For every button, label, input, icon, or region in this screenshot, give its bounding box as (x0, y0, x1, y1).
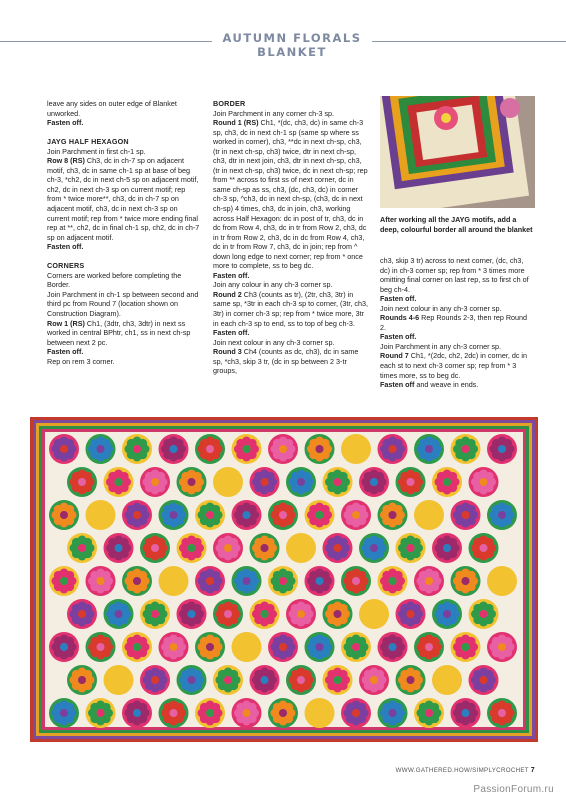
flower-motif (487, 698, 517, 728)
flower-motif (159, 632, 189, 662)
flower-motif (49, 500, 79, 530)
flower-motif (104, 467, 134, 497)
header-rule-left (0, 41, 212, 42)
flower-motif (177, 467, 207, 497)
flower-motif (396, 533, 426, 563)
round-2-text: Ch3 (counts as tr), (2tr, ch3, 3tr) in same sp, *3tr in each ch-3 sp to corner, (3tr, ch3, 3tr) in corner ch-3 sp; rep from * twice more, 3tr in each ch-3 sp to end, ss to top of beg ch-3. (213, 289, 369, 328)
flower-motif (86, 566, 116, 596)
rounds-4-6-text: Rep Rounds 2-3, then rep Round 2. (380, 313, 528, 332)
row-1-instruction (47, 319, 201, 348)
flower-motif (104, 533, 134, 563)
col3-fasten-off-1: Fasten off. (380, 294, 417, 304)
heading-corners: CORNERS (47, 261, 85, 271)
flower-motif (49, 434, 79, 464)
flower-motif (67, 665, 97, 695)
flower-motif (432, 665, 462, 695)
final-fasten-off-text: and weave in ends. (414, 380, 479, 390)
flower-motif (195, 434, 225, 464)
flower-motif (469, 533, 499, 563)
flower-motif (341, 566, 371, 596)
watermark: PassionForum.ru (473, 784, 554, 795)
flower-motif (177, 599, 207, 629)
flower-motif (451, 500, 481, 530)
flower-motif (140, 467, 170, 497)
flower-motif (49, 566, 79, 596)
col3-join: Join next colour in any ch-3 corner sp. (380, 303, 502, 313)
fasten-off-1: Fasten off. (47, 118, 84, 128)
flower-motif (487, 566, 517, 596)
border-detail-photo (380, 96, 535, 208)
flower-motif (122, 500, 152, 530)
flower-motif (414, 566, 444, 596)
flower-motif (232, 698, 262, 728)
border-fasten-off-1: Fasten off. (213, 270, 250, 280)
blanket-illustration (30, 417, 538, 742)
flower-motif (159, 698, 189, 728)
flower-motif (359, 533, 389, 563)
flower-motif (323, 467, 353, 497)
flower-motif (213, 467, 243, 497)
border-join-2: Join any colour in any ch-3 corner sp. (213, 280, 333, 290)
join-instruction: Join Parchment in first ch-1 sp. (47, 146, 146, 156)
flower-motif (323, 533, 353, 563)
row-1-text: Ch1, (3dtr, ch3, 3dtr) in next ss worked in central BPhtr, ch1, ss in next ch-sp between next 2 pc. (47, 318, 191, 347)
row-8-instruction (47, 156, 201, 242)
flower-motif (396, 467, 426, 497)
flower-motif (140, 665, 170, 695)
photo-caption: After working all the JAYG motifs, add a deep, colourful border all around the blanket (380, 215, 533, 234)
flower-motif (378, 434, 408, 464)
fasten-off-3: Fasten off. (47, 347, 84, 357)
rounds-4-6-instruction (380, 313, 534, 332)
flower-motif (341, 500, 371, 530)
flower-motif (432, 599, 462, 629)
round-1-label: Round 1 (RS) (213, 118, 259, 128)
round-7-label: Round 7 (380, 351, 409, 361)
flower-motif (305, 434, 335, 464)
round-7-instruction (380, 351, 534, 380)
column-1 (47, 99, 201, 366)
flower-motif (232, 434, 262, 464)
column-3 (380, 256, 534, 390)
flower-motif (414, 434, 444, 464)
fasten-off-2: Fasten off. (47, 242, 84, 252)
flower-motif (232, 632, 262, 662)
flower-motif (159, 500, 189, 530)
corners-join: Join Parchment in ch-1 sp between second and third pc from Round 7 (location shown on Construction Diagram). (47, 289, 199, 319)
repeat-corners: Rep on rem 3 corner. (47, 356, 115, 366)
flower-motif (451, 632, 481, 662)
footer-url: WWW.GATHERED.HOW/SIMPLYCROCHET (395, 767, 529, 774)
flower-motif (67, 467, 97, 497)
col3-join-2: Join Parchment in any ch-3 corner sp. (380, 341, 502, 351)
round-3-instruction (213, 347, 369, 376)
header-rule-right (372, 41, 566, 42)
border-join: Join Parchment in any corner ch-3 sp. (213, 108, 335, 118)
round-2-label: Round 2 (213, 289, 242, 299)
flower-motif (286, 533, 316, 563)
flower-motif (341, 434, 371, 464)
flower-motif (414, 698, 444, 728)
flower-motif (414, 632, 444, 662)
flower-motif (341, 698, 371, 728)
flower-motif (232, 566, 262, 596)
flower-motif (323, 599, 353, 629)
flower-motif (469, 599, 499, 629)
blanket-photo (30, 417, 538, 742)
flower-motif (305, 500, 335, 530)
flower-motif (140, 599, 170, 629)
flower-motif (159, 566, 189, 596)
flower-motif (177, 533, 207, 563)
flower-motif (341, 632, 371, 662)
flower-motif (195, 500, 225, 530)
flower-motif (213, 599, 243, 629)
flower-motif (195, 632, 225, 662)
flower-motif (305, 698, 335, 728)
flower-motif (122, 698, 152, 728)
flower-motif (104, 599, 134, 629)
flower-motif (359, 599, 389, 629)
flower-motif (195, 698, 225, 728)
flower-motif (104, 665, 134, 695)
round-2-instruction (213, 290, 369, 328)
flower-motif (432, 533, 462, 563)
flower-motif (359, 665, 389, 695)
row-8-label: Row 8 (RS) (47, 156, 85, 166)
corners-intro: Corners are worked before completing the Border. (47, 270, 182, 290)
flower-motif (67, 599, 97, 629)
flower-motif (378, 698, 408, 728)
flower-motif (487, 500, 517, 530)
flower-motif (250, 665, 280, 695)
flower-motif (414, 500, 444, 530)
round-3-label: Round 3 (213, 347, 242, 357)
flower-motif (451, 566, 481, 596)
final-fasten-off (380, 380, 534, 390)
round-7-text: Ch1, *(2dc, ch2, 2dc) in corner, dc in each st to next ch-3 corner sp; rep from * 3 times more, ss to beg dc. (380, 351, 528, 380)
flower-motif (469, 467, 499, 497)
flower-motif (86, 698, 116, 728)
col3-fasten-off-2: Fasten off. (380, 332, 417, 342)
flower-motif (286, 665, 316, 695)
flower-motif (359, 467, 389, 497)
flower-motif (250, 599, 280, 629)
flower-motif (286, 467, 316, 497)
flower-motif (177, 665, 207, 695)
round-1-instruction (213, 118, 369, 271)
flower-motif (268, 434, 298, 464)
flower-motif (487, 434, 517, 464)
flower-motif (268, 632, 298, 662)
intro-text: leave any sides on outer edge of Blanket unworked. (47, 99, 177, 118)
flower-motif (451, 698, 481, 728)
flower-motif (378, 632, 408, 662)
flower-motif (268, 698, 298, 728)
flower-motif (122, 434, 152, 464)
row-8-text: Ch3, dc in ch-7 sp on adjacent motif, ch3, dc in same ch-1 sp at base of beg ch-3, *ch2, dc in next ch-5 sp on adjacent motif, ch2, dc in next ch-3 sp on current motif; rep from * twice more**, ch3, dc in ch-7 sp on adjacent motif, ch3, dc in next ch-3 sp on current motif; rep from * twice more ending final rep at **, ch2, dc in final ch-1 sp, ch2, dc in ch-7 sp on adjacent motif. (47, 156, 200, 242)
flower-motif (232, 500, 262, 530)
page-header-title: AUTUMN FLORALS BLANKET (222, 31, 362, 59)
flower-motif (268, 566, 298, 596)
flower-motif (323, 665, 353, 695)
border-detail-illustration (380, 96, 535, 208)
final-fasten-off-label: Fasten off (380, 380, 415, 390)
flower-motif (86, 500, 116, 530)
page-footer (396, 767, 535, 774)
flower-motif (195, 566, 225, 596)
flower-motif (378, 500, 408, 530)
heading-jayg-half-hexagon: JAYG HALF HEXAGON (47, 137, 129, 147)
page-number: 7 (530, 767, 535, 774)
flower-motif (213, 665, 243, 695)
flower-motif (250, 467, 280, 497)
column-2 (213, 99, 369, 376)
flower-motif (213, 533, 243, 563)
border-join-3: Join next colour in any ch-3 corner sp. (213, 337, 335, 347)
flower-motif (396, 665, 426, 695)
flower-motif (250, 533, 280, 563)
flower-motif (286, 599, 316, 629)
flower-motif (396, 599, 426, 629)
flower-motif (159, 434, 189, 464)
flower-motif (49, 632, 79, 662)
flower-motif (49, 698, 79, 728)
heading-border: BORDER (213, 99, 246, 108)
flower-motif (140, 533, 170, 563)
flower-motif (268, 500, 298, 530)
flower-motif (305, 632, 335, 662)
flower-motif (451, 434, 481, 464)
rounds-4-6-label: Rounds 4-6 (380, 313, 420, 323)
flower-motif (305, 566, 335, 596)
round-3-text: Ch4 (counts as dc, ch3), dc in same sp, *ch3, skip 3 tr, (dc in sp between 2 3-tr groups, (213, 347, 359, 376)
round-3-continued: ch3, skip 3 tr) across to next corner, (dc, ch3, dc) in ch-3 corner sp; rep from * 3 times more omitting final corner on last rep, ss to first ch of beg ch-4. (380, 256, 529, 294)
flower-motif (378, 566, 408, 596)
flower-motif (86, 434, 116, 464)
round-1-text: Ch1, *(dc, ch3, dc) in same ch-3 sp, ch3, dc in next ch-1 sp (same sp where ss worked in corner), ch3, **dc in next ch-sp, ch3, (tr in next ch-sp, ch3) twice, dtr in next ch-sp, ch3, dtr in next join, ch3, dtr in next ch-sp, ch3, (tr in next ch-sp, ch3) twice, dc in next ch-sp; rep from ** across to first ss of next corner, dc in same ch-sp as ss, ch3, (dc, ch3, dc) in corner ch-3 sp, ^ch3, dc in next ch-sp, (ch3, dc in next ch-sp) 4 times, ch3, dc in join, ch3, working across Half Hexagon: dc in post of tr, ch3, dc in dc from Row 4, ch3, dc in tr from Row 2, ch3, dc in tr from Row 2, ch3, dc in dc from Row 4, ch3, dc in tr from Row 7, ch3, dc in join; rep from ^ down long edge to next corner; rep from * once more to complete, ss to beg dc. (213, 118, 368, 271)
flower-motif (86, 632, 116, 662)
flower-motif (67, 533, 97, 563)
row-1-label: Row 1 (RS) (47, 318, 85, 328)
flower-motif (122, 566, 152, 596)
flower-motif (469, 665, 499, 695)
flower-motif (432, 467, 462, 497)
flower-motif (122, 632, 152, 662)
flower-motif (487, 632, 517, 662)
border-fasten-off-2: Fasten off. (213, 328, 250, 338)
